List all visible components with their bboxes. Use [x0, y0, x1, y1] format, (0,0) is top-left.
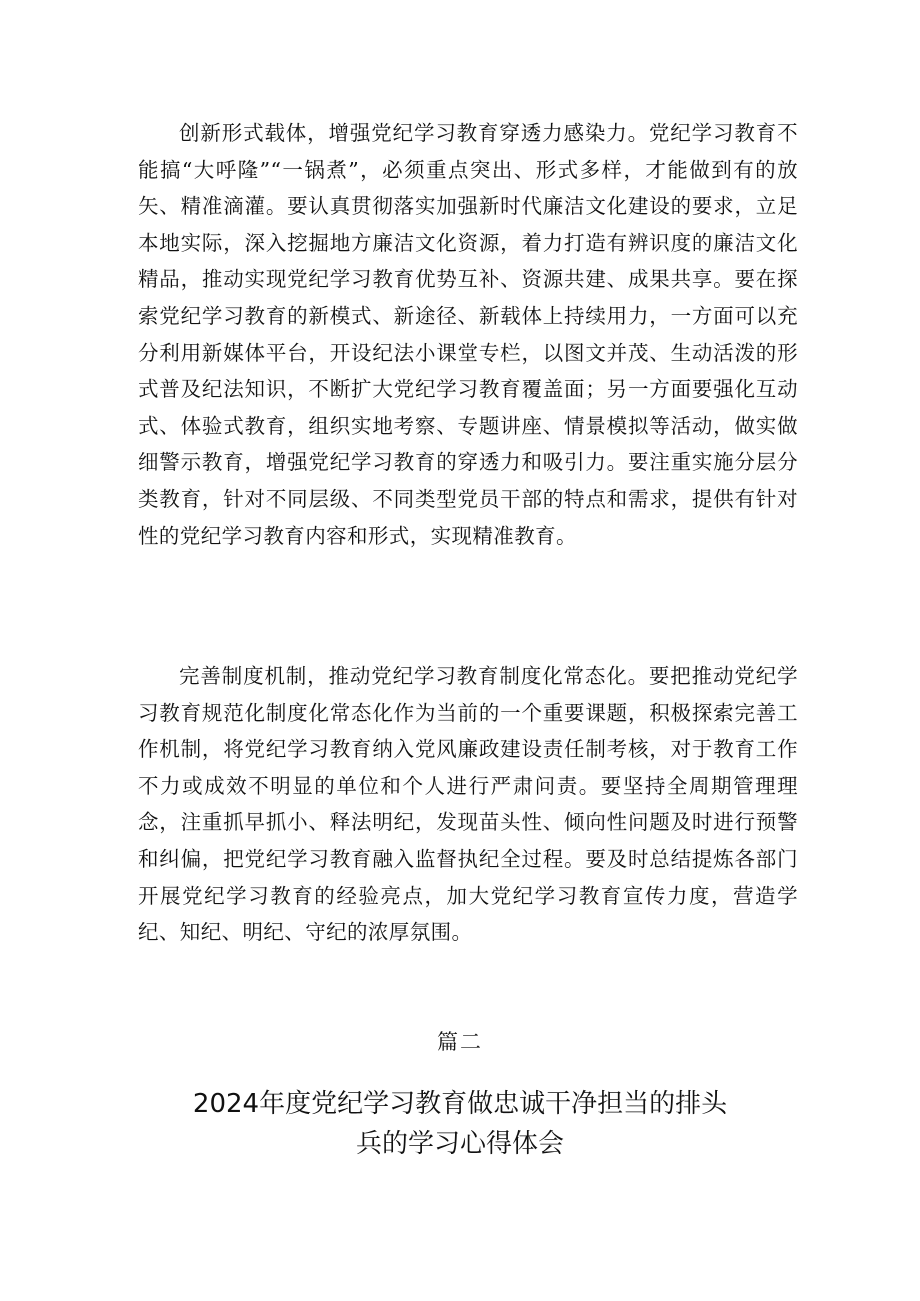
body-paragraph-2: 完善制度机制，推动党纪学习教育制度化常态化。要把推动党纪学习教育规范化制度化常态化作为当前的一个重要课题，积极探索完善工作机制，将党纪学习教育纳入党风廉政建设责任制考核，对于教育工作不力或成效不明显的单位和个人进行严肃问责。要坚持全周期管理理念，注重抓早抓小、释法明纪，发现苗头性、倾向性问题及时进行预警和纠偏，把党纪学习教育融入监督执纪全过程。要及时总结提炼各部门开展党纪学习教育的经验亮点，加大党纪学习教育宣传力度，营造学纪、知纪、明纪、守纪的浓厚氛围。 [138, 664, 798, 945]
document-title: 2024年度党纪学习教育做忠诚干净担当的排头兵的学习心得体会 [192, 1089, 728, 1159]
section-label: 篇二 [437, 1030, 483, 1054]
body-paragraph-1: 创新形式载体，增强党纪学习教育穿透力感染力。党纪学习教育不能搞“大呼隆”“一锅煮”，必须重点突出、形式多样，才能做到有的放矢、精准滴灌。要认真贯彻落实加强新时代廉洁文化建设的要求，立足本地实际，深入挖掘地方廉洁文化资源，着力打造有辨识度的廉洁文化精品，推动实现党纪学习教育优势互补、资源共建、成果共享。要在探索党纪学习教育的新模式、新途径、新载体上持续用力，一方面可以充分利用新媒体平台，开设纪法小课堂专栏，以图文并茂、生动活泼的形式普及纪法知识，不断扩大党纪学习教育覆盖面；另一方面要强化互动式、体验式教育，组织实地考察、专题讲座、情景模拟等活动，做实做细警示教育，增强党纪学习教育的穿透力和吸引力。要注重实施分层分类教育，针对不同层级、不同类型党员干部的特点和需求，提供有针对性的党纪学习教育内容和形式，实现精准教育。 [138, 121, 798, 548]
